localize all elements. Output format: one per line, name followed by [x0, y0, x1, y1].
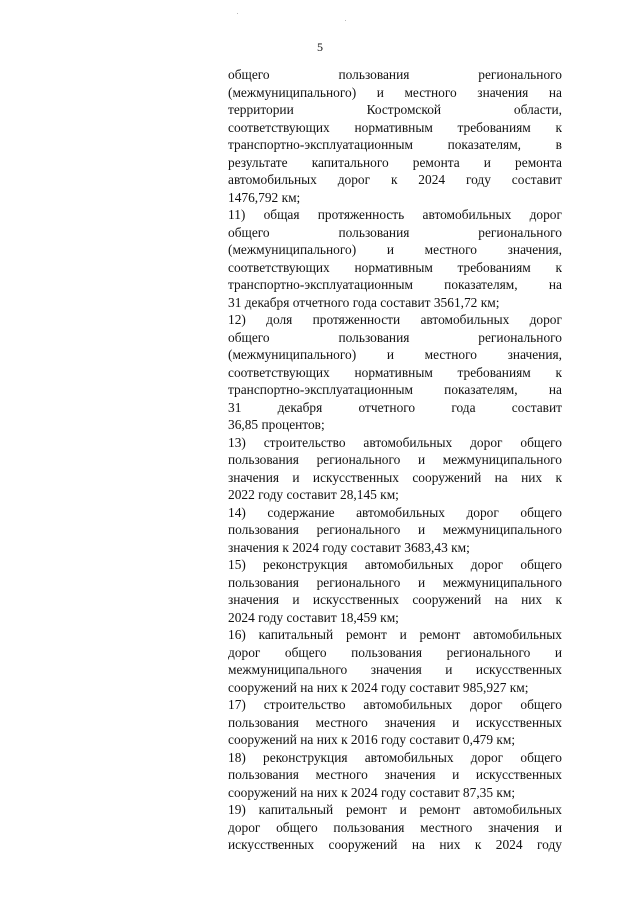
- text-line: искусственных сооружений на них к 2024 году: [228, 837, 562, 852]
- text-line: (межмуниципального) и местного значения,: [228, 242, 562, 257]
- text-line: 36,85 процентов;: [228, 417, 325, 432]
- paragraph-item-18: [228, 749, 562, 802]
- text-line: (межмуниципального) и местного значения,: [228, 347, 562, 362]
- text-line: значения к 2024 году составит 3683,43 км;: [228, 539, 470, 555]
- text-line: 18) реконструкция автомобильных дорог общего: [228, 749, 562, 765]
- text-line: 2022 году составит 28,145 км;: [228, 487, 399, 502]
- text-line: 31 декабря отчетного года составит 3561,72 км;: [228, 294, 500, 310]
- text-line: пользования местного значения и искусственных: [228, 767, 562, 782]
- text-line: 14) содержание автомобильных дорог общего: [228, 504, 562, 520]
- paragraph-item-13: [228, 434, 562, 504]
- text-line: транспортно-эксплуатационным показателям, в: [228, 137, 562, 152]
- page-number: 5: [317, 40, 323, 54]
- text-line: пользования местного значения и искусственных: [228, 714, 562, 730]
- text-line: автомобильных дорог к 2024 году составит: [228, 172, 562, 187]
- paragraph-item-15: [228, 556, 562, 626]
- text-line: 1476,792 км;: [228, 189, 301, 205]
- text-line: 16) капитальный ремонт и ремонт автомобильных: [228, 627, 562, 642]
- scan-speck: [345, 20, 346, 21]
- text-line: 31 декабря отчетного года составит: [228, 399, 562, 415]
- text-line: значения и искусственных сооружений на них к: [228, 592, 562, 607]
- text-line: (межмуниципального) и местного значения на: [228, 84, 562, 100]
- text-line: межмуниципального значения и искусственных: [228, 662, 562, 677]
- text-line: сооружений на них к 2024 году составит 87,35 км;: [228, 784, 516, 800]
- text-line: соответствующих нормативным требованиям к: [228, 364, 562, 380]
- text-line: пользования регионального и межмуниципального: [228, 522, 562, 537]
- text-line: сооружений на них к 2016 году составит 0,479 км;: [228, 732, 516, 747]
- text-line: дорог общего пользования регионального и: [228, 644, 562, 660]
- text-line: соответствующих нормативным требованиям к: [228, 119, 562, 135]
- text-line: территории Костромской области,: [228, 102, 562, 117]
- text-line: общего пользования регионального: [228, 329, 562, 345]
- paragraph-item-19: [228, 801, 562, 854]
- text-line: 11) общая протяженность автомобильных дорог: [228, 207, 562, 222]
- paragraph-item-10-continuation: [228, 66, 562, 206]
- text-line: соответствующих нормативным требованиям к: [228, 259, 562, 275]
- text-line: пользования регионального и межмуниципального: [228, 574, 562, 590]
- text-line: общего пользования регионального: [228, 67, 562, 82]
- text-line: 15) реконструкция автомобильных дорог общего: [228, 557, 562, 572]
- text-line: 19) капитальный ремонт и ремонт автомобильных: [228, 802, 562, 817]
- paragraph-item-14: [228, 504, 562, 557]
- paragraph-item-12: [228, 311, 562, 434]
- paragraph-item-17: [228, 696, 562, 749]
- text-line: 17) строительство автомобильных дорог общего: [228, 697, 562, 712]
- text-line: 2024 году составит 18,459 км;: [228, 609, 399, 625]
- text-line: 12) доля протяженности автомобильных дорог: [228, 312, 562, 327]
- text-line: значения и искусственных сооружений на них к: [228, 469, 562, 485]
- scan-speck: [237, 13, 238, 14]
- text-line: дорог общего пользования местного значения и: [228, 819, 562, 835]
- text-line: результате капитального ремонта и ремонта: [228, 154, 562, 170]
- text-line: транспортно-эксплуатационным показателям, на: [228, 382, 562, 397]
- text-line: общего пользования регионального: [228, 224, 562, 240]
- text-line: 13) строительство автомобильных дорог общего: [228, 434, 562, 450]
- text-line: транспортно-эксплуатационным показателям, на: [228, 277, 562, 292]
- text-line: сооружений на них к 2024 году составит 985,927 км;: [228, 679, 529, 695]
- text-line: пользования регионального и межмуниципального: [228, 452, 562, 467]
- body-text-column: [228, 66, 562, 854]
- paragraph-item-16: [228, 626, 562, 696]
- paragraph-item-11: [228, 206, 562, 311]
